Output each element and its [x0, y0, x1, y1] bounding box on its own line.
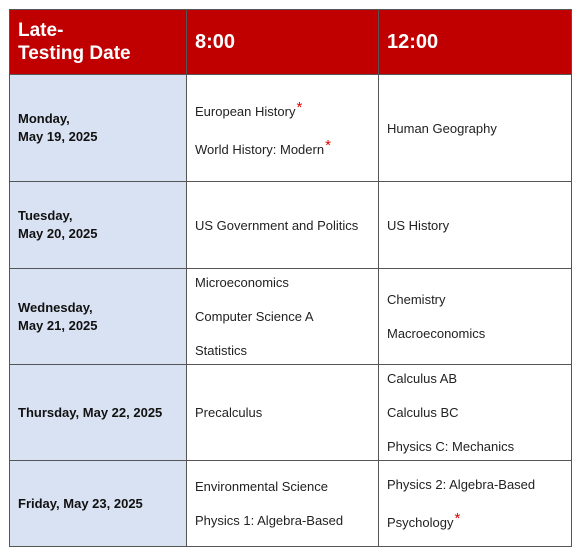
exam-item — [387, 370, 563, 387]
exam-item — [195, 342, 370, 359]
exam-cell-8am — [187, 365, 379, 461]
date-text: Monday, — [18, 111, 70, 126]
exam-name: European History — [195, 103, 296, 119]
exam-name: Microeconomics — [195, 275, 289, 290]
asterisk-marker: * — [454, 510, 461, 527]
exam-name: Physics C: Mechanics — [387, 439, 515, 454]
exam-item — [387, 120, 563, 137]
exam-cell-8am — [187, 75, 379, 182]
exam-item — [387, 476, 563, 493]
exam-cell-8am — [187, 182, 379, 269]
exam-item — [387, 291, 563, 308]
table-row — [10, 461, 572, 547]
exam-name: Statistics — [195, 343, 248, 358]
exam-name: Physics 2: Algebra-Based — [387, 477, 536, 492]
exam-item — [387, 438, 563, 455]
exam-item — [387, 217, 563, 234]
exam-item — [195, 274, 370, 291]
date-cell — [10, 269, 187, 365]
exam-cell-8am — [187, 461, 379, 547]
exam-name: Environmental Science — [195, 479, 328, 494]
date-text: May 19, 2025 — [18, 129, 98, 144]
exam-cell-12pm — [379, 182, 572, 269]
exam-name: Precalculus — [195, 405, 263, 420]
exam-item — [387, 404, 563, 421]
exam-item — [195, 404, 370, 421]
table-row — [10, 365, 572, 461]
header-row — [10, 10, 572, 75]
table-row — [10, 75, 572, 182]
exam-name: Calculus BC — [387, 405, 459, 420]
table-row — [10, 269, 572, 365]
date-cell — [10, 461, 187, 547]
exam-item — [195, 512, 370, 529]
late-testing-schedule-table — [9, 9, 572, 547]
exam-name: Calculus AB — [387, 371, 458, 386]
exam-name: Computer Science A — [195, 309, 314, 324]
exam-cell-8am — [187, 269, 379, 365]
date-cell — [10, 182, 187, 269]
table-row — [10, 182, 572, 269]
exam-name: Physics 1: Algebra-Based — [195, 513, 344, 528]
exam-item — [387, 325, 563, 342]
date-text: Friday, May 23, 2025 — [18, 495, 143, 511]
exam-cell-12pm — [379, 461, 572, 547]
exam-item — [195, 99, 370, 120]
exam-item — [387, 510, 563, 531]
date-cell — [10, 365, 187, 461]
exam-name: US History — [387, 217, 450, 233]
date-text: May 21, 2025 — [18, 317, 98, 333]
exam-name: Macroeconomics — [387, 326, 486, 341]
date-text: Thursday, May 22, 2025 — [18, 404, 163, 420]
exam-item — [195, 478, 370, 495]
date-cell — [10, 75, 187, 182]
header-date-cell — [10, 10, 187, 75]
exam-item — [195, 137, 370, 158]
header-date-line2: Testing Date — [18, 43, 131, 64]
asterisk-marker: * — [325, 136, 331, 154]
date-text: Wednesday, — [18, 299, 93, 315]
header-time-12pm: 12:00 — [379, 10, 572, 75]
exam-name: Psychology — [387, 515, 454, 530]
exam-cell-12pm — [379, 365, 572, 461]
date-text: May 20, 2025 — [18, 226, 98, 241]
header-time-8am: 8:00 — [187, 10, 379, 75]
date-text: Tuesday, — [18, 208, 73, 223]
asterisk-marker: * — [296, 98, 303, 116]
exam-name: World History: Modern — [195, 141, 325, 157]
header-date-line1: Late- — [18, 20, 64, 41]
exam-name: US Government and Politics — [195, 217, 359, 233]
exam-cell-12pm — [379, 269, 572, 365]
exam-cell-12pm — [379, 75, 572, 182]
exam-name: Human Geography — [387, 120, 497, 136]
exam-name: Chemistry — [387, 292, 446, 307]
exam-item — [195, 308, 370, 325]
exam-item — [195, 217, 370, 234]
schedule-body — [10, 75, 572, 547]
